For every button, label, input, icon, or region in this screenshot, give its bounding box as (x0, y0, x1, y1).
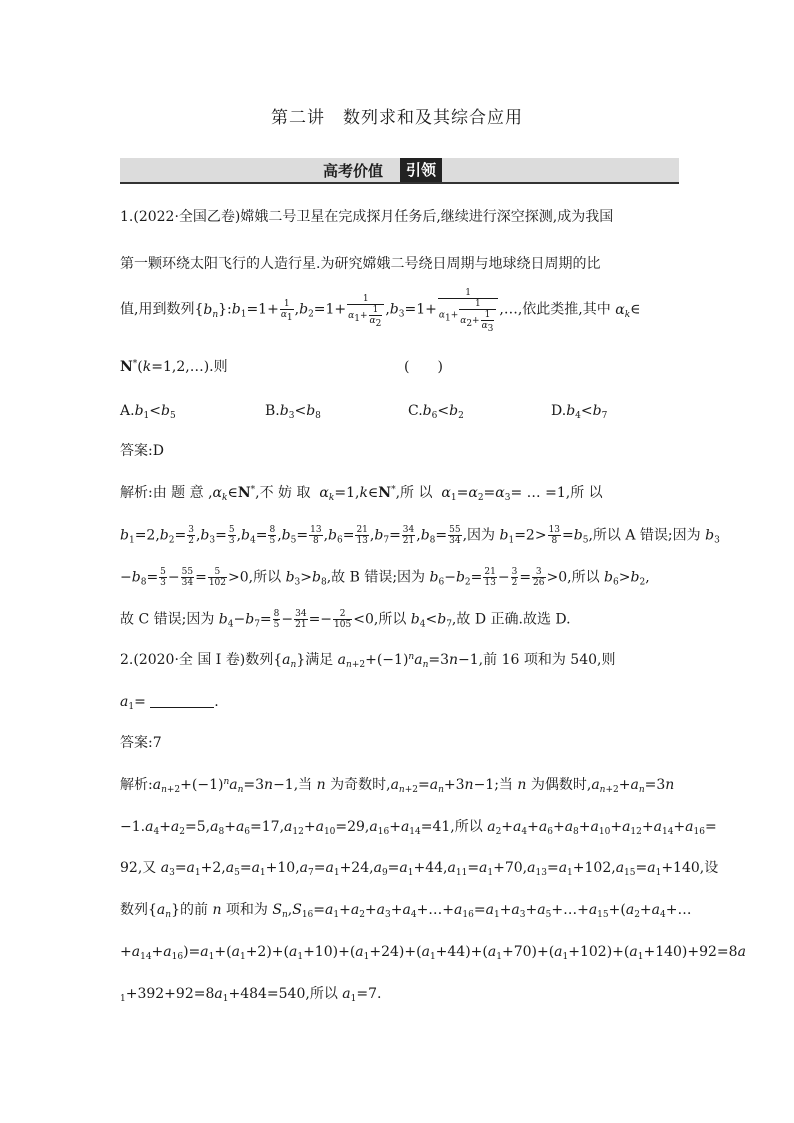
q2-answer: 答案:7 (120, 735, 162, 751)
q2-explanation-line-6: $_1+392+92=8a_1+484=540$,所以 $a_1=7$. (120, 986, 382, 1004)
banner-label-highlight: 引领 (400, 158, 442, 182)
q1-explanation-line-4: 故 C 错误;因为 $b_4-b_7=$ $\frac{8}{5}$ − $\frac{34}{21}$ =− $\frac{2}{105}$ <0,所以 $b_4<b_7$,故 D 正确.故选 D. (120, 609, 571, 630)
q1-stem-line-2: 第一颗环绕太阳飞行的人造行星.为研究嫦娥二号绕日周期与地球绕日周期的比 (120, 256, 601, 272)
q2-explanation-line-3: 92,又 $a_3=a_1+2,a_5=a_1+10,a_7=a_1+24,a_9=a_1+44,a_{11}=a_1+70,a_{13}=a_1+102,a_{15}=a_1+140$,设 (120, 860, 719, 878)
q1-explanation-line-1: 解析:由 题 意 $,\alpha_k\in N^*$,不 妨 取 $\alpha_k=1,k\in N^*$,所 以 $\alpha_1=\alpha_2=\alpha_3=$ … =1,所 以 (120, 485, 603, 503)
choice-b: $B.b_3<b_8$ (265, 403, 321, 421)
q2-stem-line-1: 2.(2020·全 国 Ⅰ 卷)数列$\{a_n\}$满足 $a_{n+2}+(-1)^na_n=3n-1$,前 16 项和为 540,则 (120, 652, 616, 670)
fill-in-blank (150, 693, 214, 708)
page-title: 第二讲 数列求和及其综合应用 (271, 108, 523, 128)
q1-answer: 答案:D (120, 443, 164, 459)
choice-c: $C.b_6<b_2$ (408, 403, 464, 421)
q2-explanation-line-1: 解析$:a_{n+2}+(-1)^na_n=3n-1$,当 n 为奇数时$,a_{n+2}=a_n+3n-1$;当 n 为偶数时$,a_{n+2}+a_n=3n$ (120, 777, 675, 795)
q2-explanation-line-5: $+a_{14}+a_{16})=a_1+(a_1+2)+(a_1+10)+(a_1+24)+(a_1+44)+(a_1+70)+(a_1+102)+(a_1+140)+92=8a$ (120, 944, 746, 962)
q1-stem-line-4: N*(k=1,2,…).则 (120, 359, 228, 375)
q2-explanation-line-4: 数列$\{a_n\}$的前 n 项和为 $S_n,S_{16}=a_1+a_2+a_3+a_4+\dots+a_{16}=a_1+a_3+a_5+\dots+a_{15}+(a_2+a_4+\dots$ (120, 902, 692, 920)
choice-a: $A.b_1<b_5$ (120, 403, 176, 421)
q1-stem-line-3: 值,用到数列$\{b_n\}:b_1=1+$ $\frac{1}{\alpha_1}$ $,b_2=1+$ 1 $\alpha_1+$ $\frac{1}{\alpha_2}$ $,b_3=1+$ 1 $\alpha_1+$ 1 $\alpha_2+$ $\frac{1}{\alpha_3}$ ,…,依此类推,其中 $\alpha_k\in$ (120, 288, 641, 331)
q1-explanation-line-3: $-b_8=$ $\frac{5}{3}$ − $\frac{55}{34}$ = $\frac{5}{102}$ >0,所以 $b_3>b_8$,故 B 错误;因为 $b_6-b_2=$ $\frac{21}{13}$ − $\frac{3}{2}$ = $\frac{3}{26}$ >0,所以 $b_6>b_2$, (120, 567, 650, 588)
banner-label: 高考价值 (323, 162, 384, 180)
q1-stem-line-1: 1.(2022·全国乙卷)嫦娥二号卫星在完成探月任务后,继续进行深空探测,成为我国 (120, 209, 614, 225)
q2-explanation-line-2: $-1.a_4+a_2=5,a_8+a_6=17,a_{12}+a_{10}=29,a_{16}+a_{14}=41$,所以 $a_2+a_4+a_6+a_8+a_{10}+a_{12}+a_{14}+a_{16}=$ (120, 819, 717, 837)
answer-paren: ( ) (404, 359, 443, 375)
choice-d: $D.b_4<b_7$ (551, 403, 608, 421)
q1-explanation-line-2: $b_1=2,b_2=$ $\frac{3}{2}$ $,b_3=$ $\frac{5}{3}$ $,b_4=$ $\frac{8}{5}$ $,b_5=$ $\frac{13}{8}$ $,b_6=$ $\frac{21}{13}$ $,b_7=$ $\frac{34}{21}$ $,b_8=$ $\frac{55}{34}$ ,因为 $b_1=2>$ $\frac{13}{8}$ $=b_5$,所以 A 错误;因为 $b_3$ (120, 525, 720, 546)
q2-stem-line-2: $a_1=$ . (120, 694, 219, 712)
